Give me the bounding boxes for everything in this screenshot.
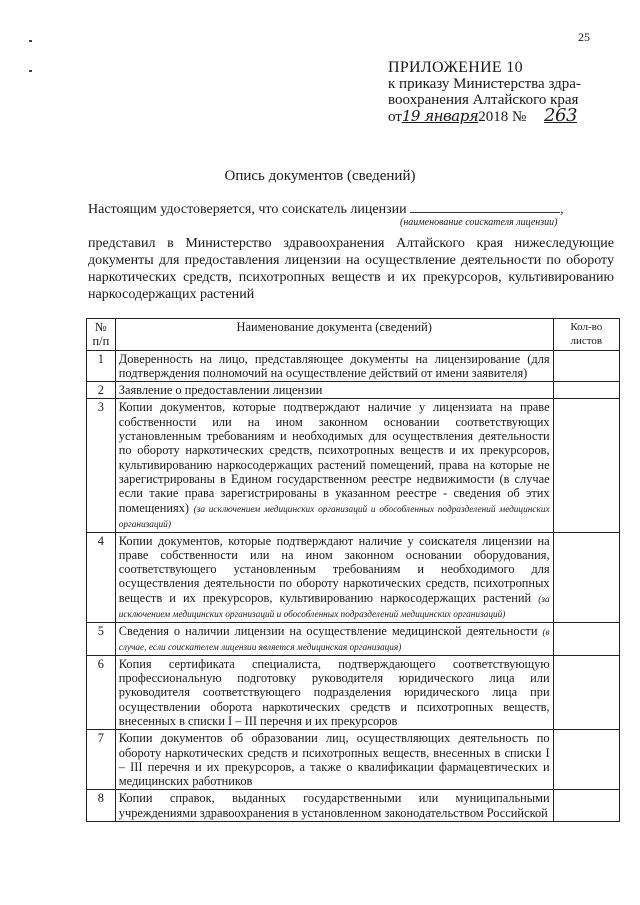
row-number: 2	[87, 382, 116, 399]
row-number: 5	[87, 622, 116, 655]
row-number: 4	[87, 532, 116, 622]
scan-speck	[29, 40, 32, 42]
row-number: 1	[87, 350, 116, 382]
row-text: Копии документов об образовании лиц, осуществляющих деятельность по обороту наркотических средств и психотропных веществ, внесенных в списки I – III перечня и их прекурсоров, а также о квалификации фармацевтических и медицинских работников	[118, 731, 550, 789]
row-document-name	[115, 382, 553, 399]
page-number: 25	[578, 30, 590, 44]
appendix-line-2: воохранения Алтайского края	[388, 92, 579, 108]
row-document-name	[115, 350, 553, 382]
table-row	[87, 790, 620, 822]
row-document-name	[115, 622, 553, 655]
intro-paragraph: представил в Министерство здравоохранения Алтайского края нижеследующие документы для предоставления лицензии на осуществление деятельности по обороту наркотических средств, психотропных веществ и их прекурсоров, культивированию наркосодержащих растений	[88, 236, 614, 302]
documents-table	[86, 318, 620, 822]
row-sheet-count[interactable]	[553, 655, 619, 729]
appendix-line-1: к приказу Министерства здра-	[388, 76, 581, 92]
row-sheet-count[interactable]	[553, 532, 619, 622]
row-sheet-count[interactable]	[553, 730, 619, 790]
row-sheet-count[interactable]	[553, 790, 619, 822]
table-row	[87, 382, 620, 399]
table-row	[87, 399, 620, 532]
row-number: 7	[87, 730, 116, 790]
applicant-caption: (наименование соискателя лицензии)	[400, 217, 558, 228]
row-number: 6	[87, 655, 116, 729]
header-num: № п/п	[87, 319, 116, 351]
row-document-name	[115, 730, 553, 790]
row-note: (за исключением медицинских организаций и обособленных подразделений медицинских организаций)	[118, 594, 550, 620]
order-year: 2018 №	[478, 109, 527, 125]
row-document-name	[115, 532, 553, 622]
row-sheet-count[interactable]	[553, 622, 619, 655]
table-row	[87, 730, 620, 790]
appendix-block	[388, 60, 628, 125]
appendix-date-line	[388, 105, 628, 126]
row-number: 8	[87, 790, 116, 822]
row-number: 3	[87, 399, 116, 532]
row-note: (за исключением медицинских организаций и обособленных подразделений медицинских организаций)	[118, 504, 550, 530]
row-document-name	[115, 790, 553, 822]
table-row	[87, 622, 620, 655]
scan-speck	[29, 70, 32, 72]
table-header-row	[87, 319, 620, 351]
header-qty: Кол-во листов	[553, 319, 619, 351]
intro-end: ,	[560, 202, 564, 217]
row-document-name	[115, 655, 553, 729]
appendix-title: ПРИЛОЖЕНИЕ 10	[388, 59, 523, 76]
row-sheet-count[interactable]	[553, 350, 619, 382]
table-row	[87, 655, 620, 729]
row-sheet-count[interactable]	[553, 399, 619, 532]
row-text: Копии документов, которые подтверждают наличие у лицензиата на праве собственности или на ином законном основании соответствующих установленным требованиям и необходимых для осуществления деятельности по обороту наркотических средств, психотропных веществ и их прекурсоров, культивированию наркосодержащих растений помещений, права на которые не зарегистрированы в Едином государственном реестре недвижимости (в случае если такие права зарегистрированы в указанном реестре - сведения об этих помещениях)	[118, 400, 550, 515]
row-text: Копия сертификата специалиста, подтверждающего соответствующую профессиональную подготовку руководителя юридического лица или руководителя соответствующего подразделения юридического лица при осуществлении оборота наркотических средств и психотропных веществ, внесенных в списки I – III перечня и их прекурсоров	[118, 656, 550, 728]
row-note: (в случае, если соискателем лицензии является медицинская организация)	[118, 627, 550, 653]
row-text: Копии документов, которые подтверждают наличие у соискателя лицензии на праве собственности или на ином законном основании оборудования, соответствующего установленным требованиям и необходимого для осуществления деятельности по обороту наркотических средств, психотропных веществ и их прекурсоров, культивированию наркосодержащих растений	[118, 533, 550, 605]
date-prefix: от	[388, 109, 402, 125]
document-title: Опись документов (сведений)	[224, 168, 416, 184]
row-text: Заявление о предоставлении лицензии	[118, 383, 323, 398]
header-name: Наименование документа (сведений)	[115, 319, 553, 351]
handwritten-date: 19 января	[401, 107, 479, 125]
applicant-name-blank	[410, 200, 560, 213]
handwritten-order-number: 263	[544, 105, 577, 126]
intro-text: Настоящим удостоверяется, что соискатель лицензии	[88, 202, 407, 217]
table-row	[87, 532, 620, 622]
row-text: Копии справок, выданных государственными или муниципальными учреждениями здравоохранения в установленном законодательством Российской	[118, 791, 550, 820]
row-text: Доверенность на лицо, представляющее документы на лицензирование (для подтверждения полномочий на осуществление действий от имени заявителя)	[118, 351, 550, 380]
row-sheet-count[interactable]	[553, 382, 619, 399]
row-document-name	[115, 399, 553, 532]
row-text: Сведения о наличии лицензии на осуществление медицинской деятельности	[118, 623, 538, 638]
table-row	[87, 350, 620, 382]
